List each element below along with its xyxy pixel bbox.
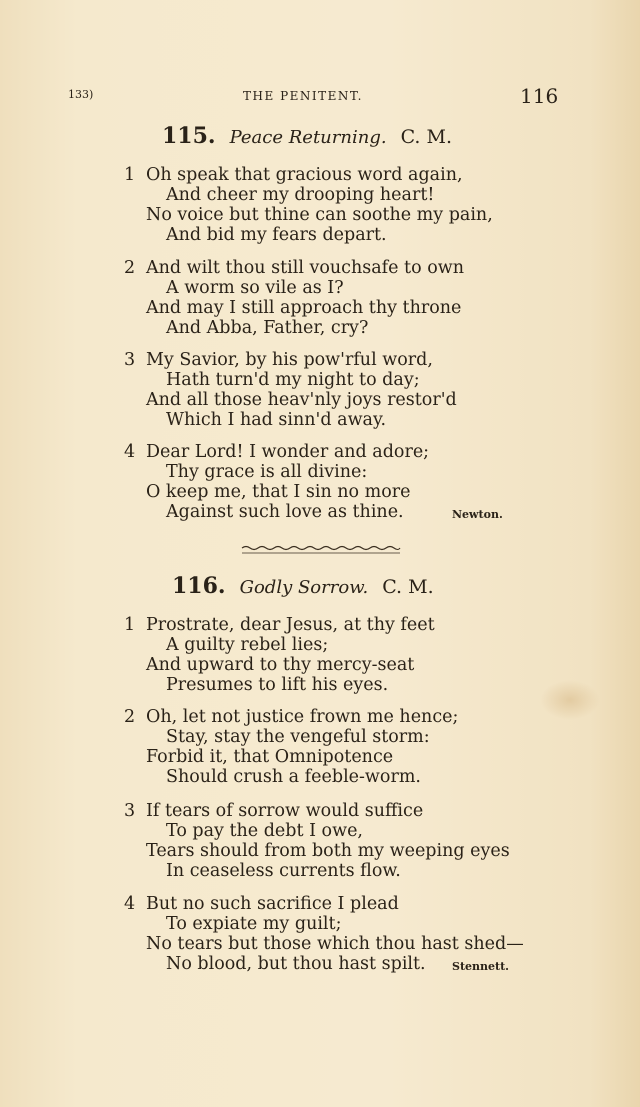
stanza-115-3 bbox=[124, 350, 544, 430]
verse-line: Prostrate, dear Jesus, at thy feet bbox=[146, 615, 435, 635]
stanza-115-1 bbox=[124, 165, 544, 245]
stanza-number: 3 bbox=[124, 801, 136, 821]
section-divider-ornament bbox=[240, 544, 402, 556]
stanza-116-2 bbox=[124, 707, 544, 787]
verse-line: In ceaseless currents flow. bbox=[166, 861, 401, 881]
verse-line: Against such love as thine. bbox=[166, 502, 404, 522]
hymn-number: 116. bbox=[172, 573, 226, 599]
hymn-title-115 bbox=[162, 123, 452, 149]
verse-line: And cheer my drooping heart! bbox=[166, 185, 435, 205]
hymn-title-116 bbox=[172, 573, 434, 599]
verse-line: Forbid it, that Omnipotence bbox=[146, 747, 394, 767]
verse-line: But no such sacrifice I plead bbox=[146, 894, 399, 914]
hymn-name: Godly Sorrow. bbox=[239, 577, 369, 598]
stanza-number: 4 bbox=[124, 894, 136, 914]
verse-line: And all those heav'nly joys restor'd bbox=[146, 390, 457, 410]
verse-line: To pay the debt I owe, bbox=[166, 821, 363, 841]
hymn-meter: C. M. bbox=[400, 126, 452, 148]
verse-line: And wilt thou still vouchsafe to own bbox=[146, 258, 464, 278]
hymn-meter: C. M. bbox=[382, 576, 434, 598]
paper-stain bbox=[540, 680, 600, 720]
page-number: 116 bbox=[520, 84, 559, 108]
verse-line: Oh speak that gracious word again, bbox=[146, 165, 463, 185]
verse-line: Thy grace is all divine: bbox=[166, 462, 368, 482]
verse-line: And Abba, Father, cry? bbox=[166, 318, 369, 338]
verse-line: And upward to thy mercy-seat bbox=[146, 655, 415, 675]
verse-line: O keep me, that I sin no more bbox=[146, 482, 411, 502]
stanza-number: 4 bbox=[124, 442, 136, 462]
running-title: THE PENITENT. bbox=[243, 89, 363, 103]
stanza-number: 3 bbox=[124, 350, 136, 370]
verse-line: Dear Lord! I wonder and adore; bbox=[146, 442, 430, 462]
verse-line: If tears of sorrow would suffice bbox=[146, 801, 424, 821]
verse-line: Oh, let not justice frown me hence; bbox=[146, 707, 459, 727]
verse-line: No tears but those which thou hast shed— bbox=[146, 934, 524, 954]
verse-line: Which I had sinn'd away. bbox=[166, 410, 387, 430]
verse-line: Stay, stay the vengeful storm: bbox=[166, 727, 430, 747]
hymn-number: 115. bbox=[162, 123, 216, 149]
header-left-mark: 133) bbox=[68, 88, 94, 101]
stanza-115-2 bbox=[124, 258, 544, 338]
verse-line: Should crush a feeble-worm. bbox=[166, 767, 421, 787]
verse-line: To expiate my guilt; bbox=[166, 914, 342, 934]
verse-line: A guilty rebel lies; bbox=[166, 635, 329, 655]
verse-line: And may I still approach thy throne bbox=[146, 298, 462, 318]
hymn-author: Newton. bbox=[452, 508, 503, 521]
verse-line: A worm so vile as I? bbox=[166, 278, 344, 298]
hymn-name: Peace Returning. bbox=[229, 127, 387, 148]
verse-line: Presumes to lift his eyes. bbox=[166, 675, 389, 695]
stanza-116-1 bbox=[124, 615, 544, 695]
stanza-116-3 bbox=[124, 801, 544, 881]
verse-line: Tears should from both my weeping eyes bbox=[146, 841, 510, 861]
stanza-number: 1 bbox=[124, 615, 136, 635]
verse-line: No blood, but thou hast spilt. bbox=[166, 954, 426, 974]
verse-line: My Savior, by his pow'rful word, bbox=[146, 350, 433, 370]
stanza-number: 1 bbox=[124, 165, 136, 185]
stanza-number: 2 bbox=[124, 707, 136, 727]
hymn-author: Stennett. bbox=[452, 960, 510, 973]
verse-line: And bid my fears depart. bbox=[166, 225, 387, 245]
verse-line: Hath turn'd my night to day; bbox=[166, 370, 420, 390]
verse-line: No voice but thine can soothe my pain, bbox=[146, 205, 493, 225]
stanza-number: 2 bbox=[124, 258, 136, 278]
page-header bbox=[0, 86, 640, 110]
